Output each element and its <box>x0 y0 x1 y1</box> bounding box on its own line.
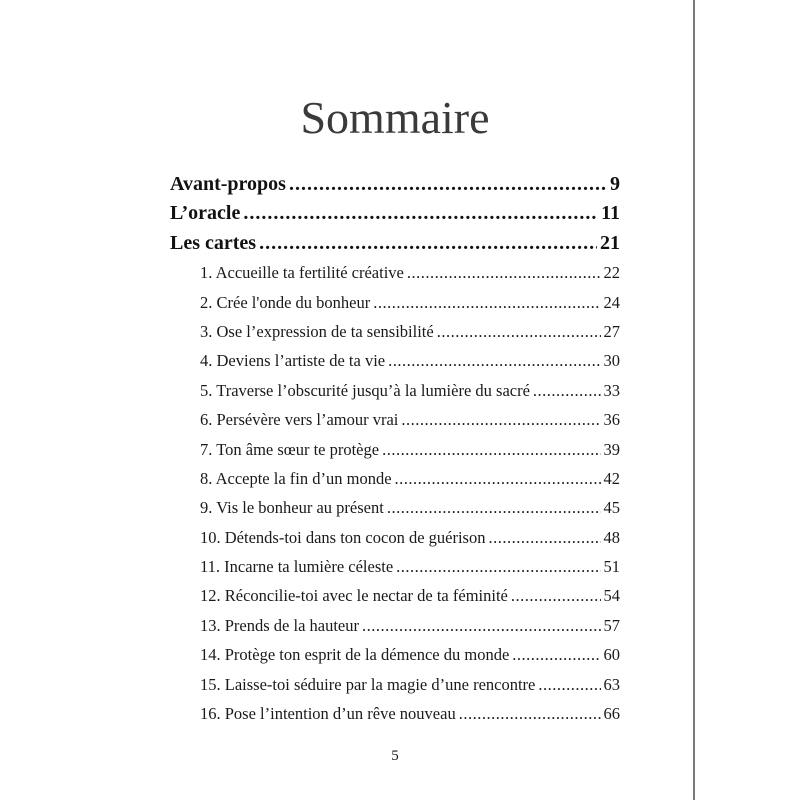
toc-entry-label: Les cartes <box>170 231 257 254</box>
toc-entry-label: 2. Crée l'onde du bonheur <box>200 292 371 312</box>
dot-leader <box>382 435 600 464</box>
page-edge-line <box>693 0 695 800</box>
toc-entry-page: 45 <box>603 498 620 518</box>
toc-entry-page: 60 <box>603 645 620 665</box>
dot-leader <box>243 199 598 228</box>
toc-entry-label: 15. Laisse-toi séduire par la magie d’une rencontre <box>200 674 536 694</box>
dot-leader <box>401 405 600 434</box>
toc-entry-page: 48 <box>603 527 620 547</box>
toc-entry-page: 51 <box>603 557 620 577</box>
toc-card-entry <box>170 258 620 287</box>
toc-card-entry <box>170 346 620 375</box>
dot-leader <box>396 552 600 581</box>
table-of-contents <box>170 170 620 728</box>
toc-card-entry <box>170 317 620 346</box>
dot-leader <box>259 229 597 258</box>
dot-leader <box>538 670 600 699</box>
dot-leader <box>407 258 601 287</box>
toc-card-entry <box>170 699 620 728</box>
toc-card-entry <box>170 552 620 581</box>
toc-entry-oracle <box>170 199 620 228</box>
toc-entry-label: 6. Persévère vers l’amour vrai <box>200 410 399 430</box>
toc-entry-label: 10. Détends-toi dans ton cocon de guérison <box>200 527 486 547</box>
dot-leader <box>387 493 601 522</box>
toc-entry-page: 36 <box>603 410 620 430</box>
toc-entry-label: 13. Prends de la hauteur <box>200 615 359 635</box>
toc-entry-page: 39 <box>603 439 620 459</box>
page-title: Sommaire <box>300 92 490 143</box>
dot-leader <box>488 523 600 552</box>
toc-entry-page: 30 <box>603 351 620 371</box>
dot-leader <box>373 288 600 317</box>
toc-entry-label: 9. Vis le bonheur au présent <box>200 498 384 518</box>
toc-entry-label: 8. Accepte la fin d’un monde <box>200 468 392 488</box>
toc-entry-label: 3. Ose l’expression de ta sensibilité <box>200 321 434 341</box>
toc-card-entry <box>170 288 620 317</box>
dot-leader <box>511 581 601 610</box>
toc-card-entry <box>170 405 620 434</box>
toc-entry-page: 66 <box>603 704 620 724</box>
toc-entry-label: 16. Pose l’intention d’un rêve nouveau <box>200 704 456 724</box>
dot-leader <box>362 611 601 640</box>
toc-entry-avant-propos <box>170 170 620 199</box>
toc-card-entry <box>170 435 620 464</box>
toc-card-entry <box>170 376 620 405</box>
dot-leader <box>395 464 601 493</box>
toc-card-entry <box>170 493 620 522</box>
toc-entry-label: Avant-propos <box>170 173 286 195</box>
toc-entry-page: 33 <box>603 380 620 400</box>
toc-entry-page: 22 <box>603 263 620 283</box>
toc-card-entry <box>170 670 620 699</box>
toc-entry-page: 11 <box>601 202 620 225</box>
toc-entry-label: 4. Deviens l’artiste de ta vie <box>200 351 386 371</box>
toc-card-entry <box>170 523 620 552</box>
toc-card-entry <box>170 464 620 493</box>
toc-entry-label: 7. Ton âme sœur te protège <box>200 439 380 459</box>
toc-card-entry <box>170 640 620 669</box>
toc-entry-page: 54 <box>603 586 620 606</box>
page-number: 5 <box>391 748 399 764</box>
toc-entry-label: 1. Accueille ta fertilité créative <box>200 263 404 283</box>
toc-entry-page: 42 <box>603 468 620 488</box>
dot-leader <box>459 699 601 728</box>
dot-leader <box>533 376 601 405</box>
dot-leader <box>289 170 607 199</box>
dot-leader <box>437 317 601 346</box>
toc-entry-label: 14. Protège ton esprit de la démence du monde <box>200 645 510 665</box>
toc-card-entry <box>170 611 620 640</box>
toc-entry-label: 12. Réconcilie-toi avec le nectar de ta féminité <box>200 586 508 606</box>
toc-entry-page: 63 <box>603 674 620 694</box>
toc-entry-page: 9 <box>610 173 620 195</box>
dot-leader <box>512 640 600 669</box>
toc-entry-les-cartes <box>170 229 620 258</box>
toc-entry-page: 27 <box>603 321 620 341</box>
dot-leader <box>388 346 600 375</box>
toc-entry-page: 24 <box>603 292 620 312</box>
toc-entry-page: 57 <box>603 615 620 635</box>
toc-entry-label: 11. Incarne ta lumière céleste <box>200 557 394 577</box>
toc-entry-label: 5. Traverse l’obscurité jusqu’à la lumière du sacré <box>200 380 530 400</box>
toc-entry-label: L’oracle <box>170 202 241 225</box>
toc-card-entry <box>170 581 620 610</box>
toc-entry-page: 21 <box>600 231 620 254</box>
